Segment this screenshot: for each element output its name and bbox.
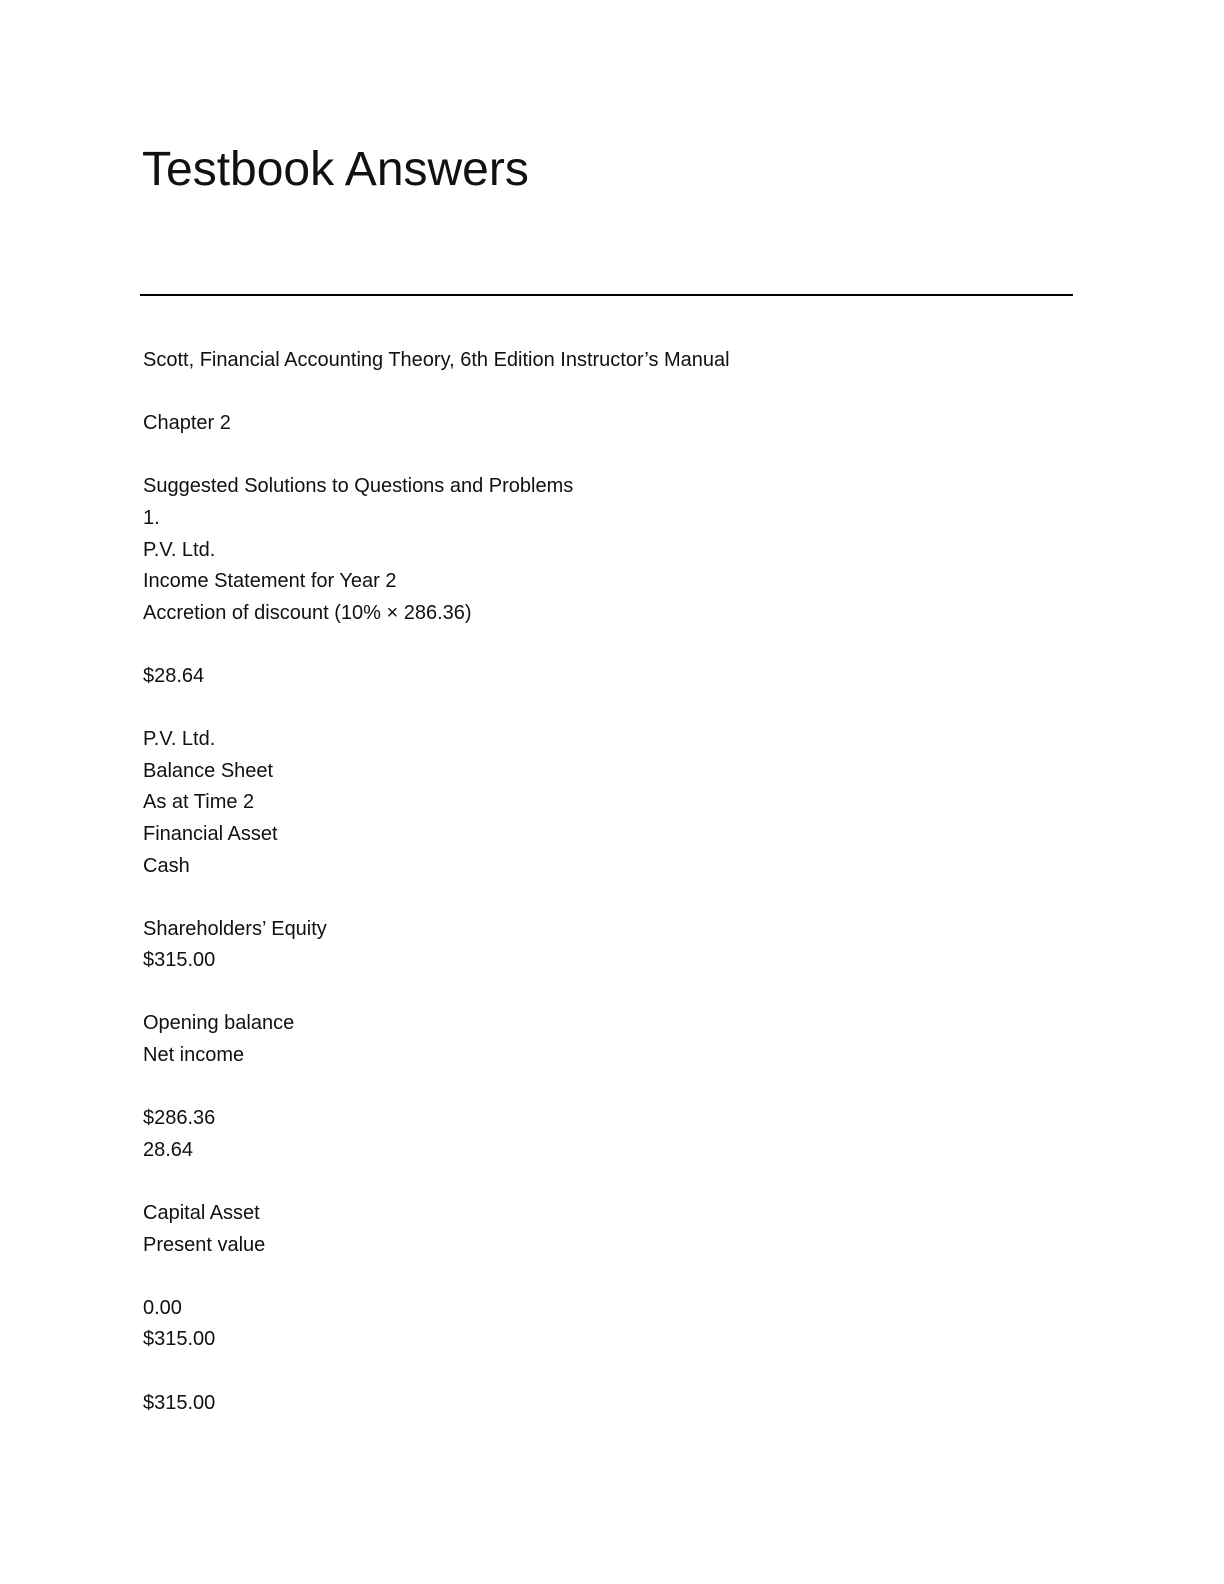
blank-line xyxy=(143,377,730,409)
company-name: P.V. Ltd. xyxy=(143,538,216,561)
statement-line: Cash xyxy=(143,854,190,877)
manual-reference-line: Scott, Financial Accounting Theory, 6th Edition Instructor’s Manual xyxy=(143,349,730,371)
blank-line xyxy=(143,693,730,725)
statement-line: Financial Asset xyxy=(143,822,278,845)
statement-line: Capital Asset xyxy=(143,1202,260,1225)
blank-line xyxy=(143,1072,730,1104)
statement-line: Present value xyxy=(143,1233,266,1256)
page-title: Testbook Answers xyxy=(142,143,529,196)
statement-line: Shareholders’ Equity xyxy=(143,917,327,940)
amount-line: $315.00 xyxy=(143,949,216,972)
blank-line xyxy=(143,440,730,472)
statement-title: Income Statement for Year 2 xyxy=(143,570,397,593)
statement-line: Net income xyxy=(143,1044,245,1067)
amount-line: $286.36 xyxy=(143,1107,216,1130)
amount-line: $28.64 xyxy=(143,664,205,687)
statement-line: Accretion of discount (10% × 286.36) xyxy=(143,601,472,624)
amount-line: $315.00 xyxy=(143,1328,216,1351)
statement-date: As at Time 2 xyxy=(143,791,255,814)
blank-line xyxy=(143,882,730,914)
blank-line xyxy=(143,1261,730,1293)
amount-line: $315.00 xyxy=(143,1391,216,1414)
statement-title: Balance Sheet xyxy=(143,759,274,782)
company-name: P.V. Ltd. xyxy=(143,728,216,751)
document-body xyxy=(143,345,730,1419)
blank-line xyxy=(143,1356,730,1388)
statement-line: Opening balance xyxy=(143,1012,295,1035)
blank-line xyxy=(143,629,730,661)
blank-line xyxy=(143,977,730,1009)
blank-line xyxy=(143,1166,730,1198)
chapter-heading: Chapter 2 xyxy=(143,412,231,435)
amount-line: 28.64 xyxy=(143,1138,194,1161)
amount-line: 0.00 xyxy=(143,1296,182,1319)
question-number: 1. xyxy=(143,506,160,529)
title-divider xyxy=(140,294,1073,296)
section-heading: Suggested Solutions to Questions and Problems xyxy=(143,475,574,498)
